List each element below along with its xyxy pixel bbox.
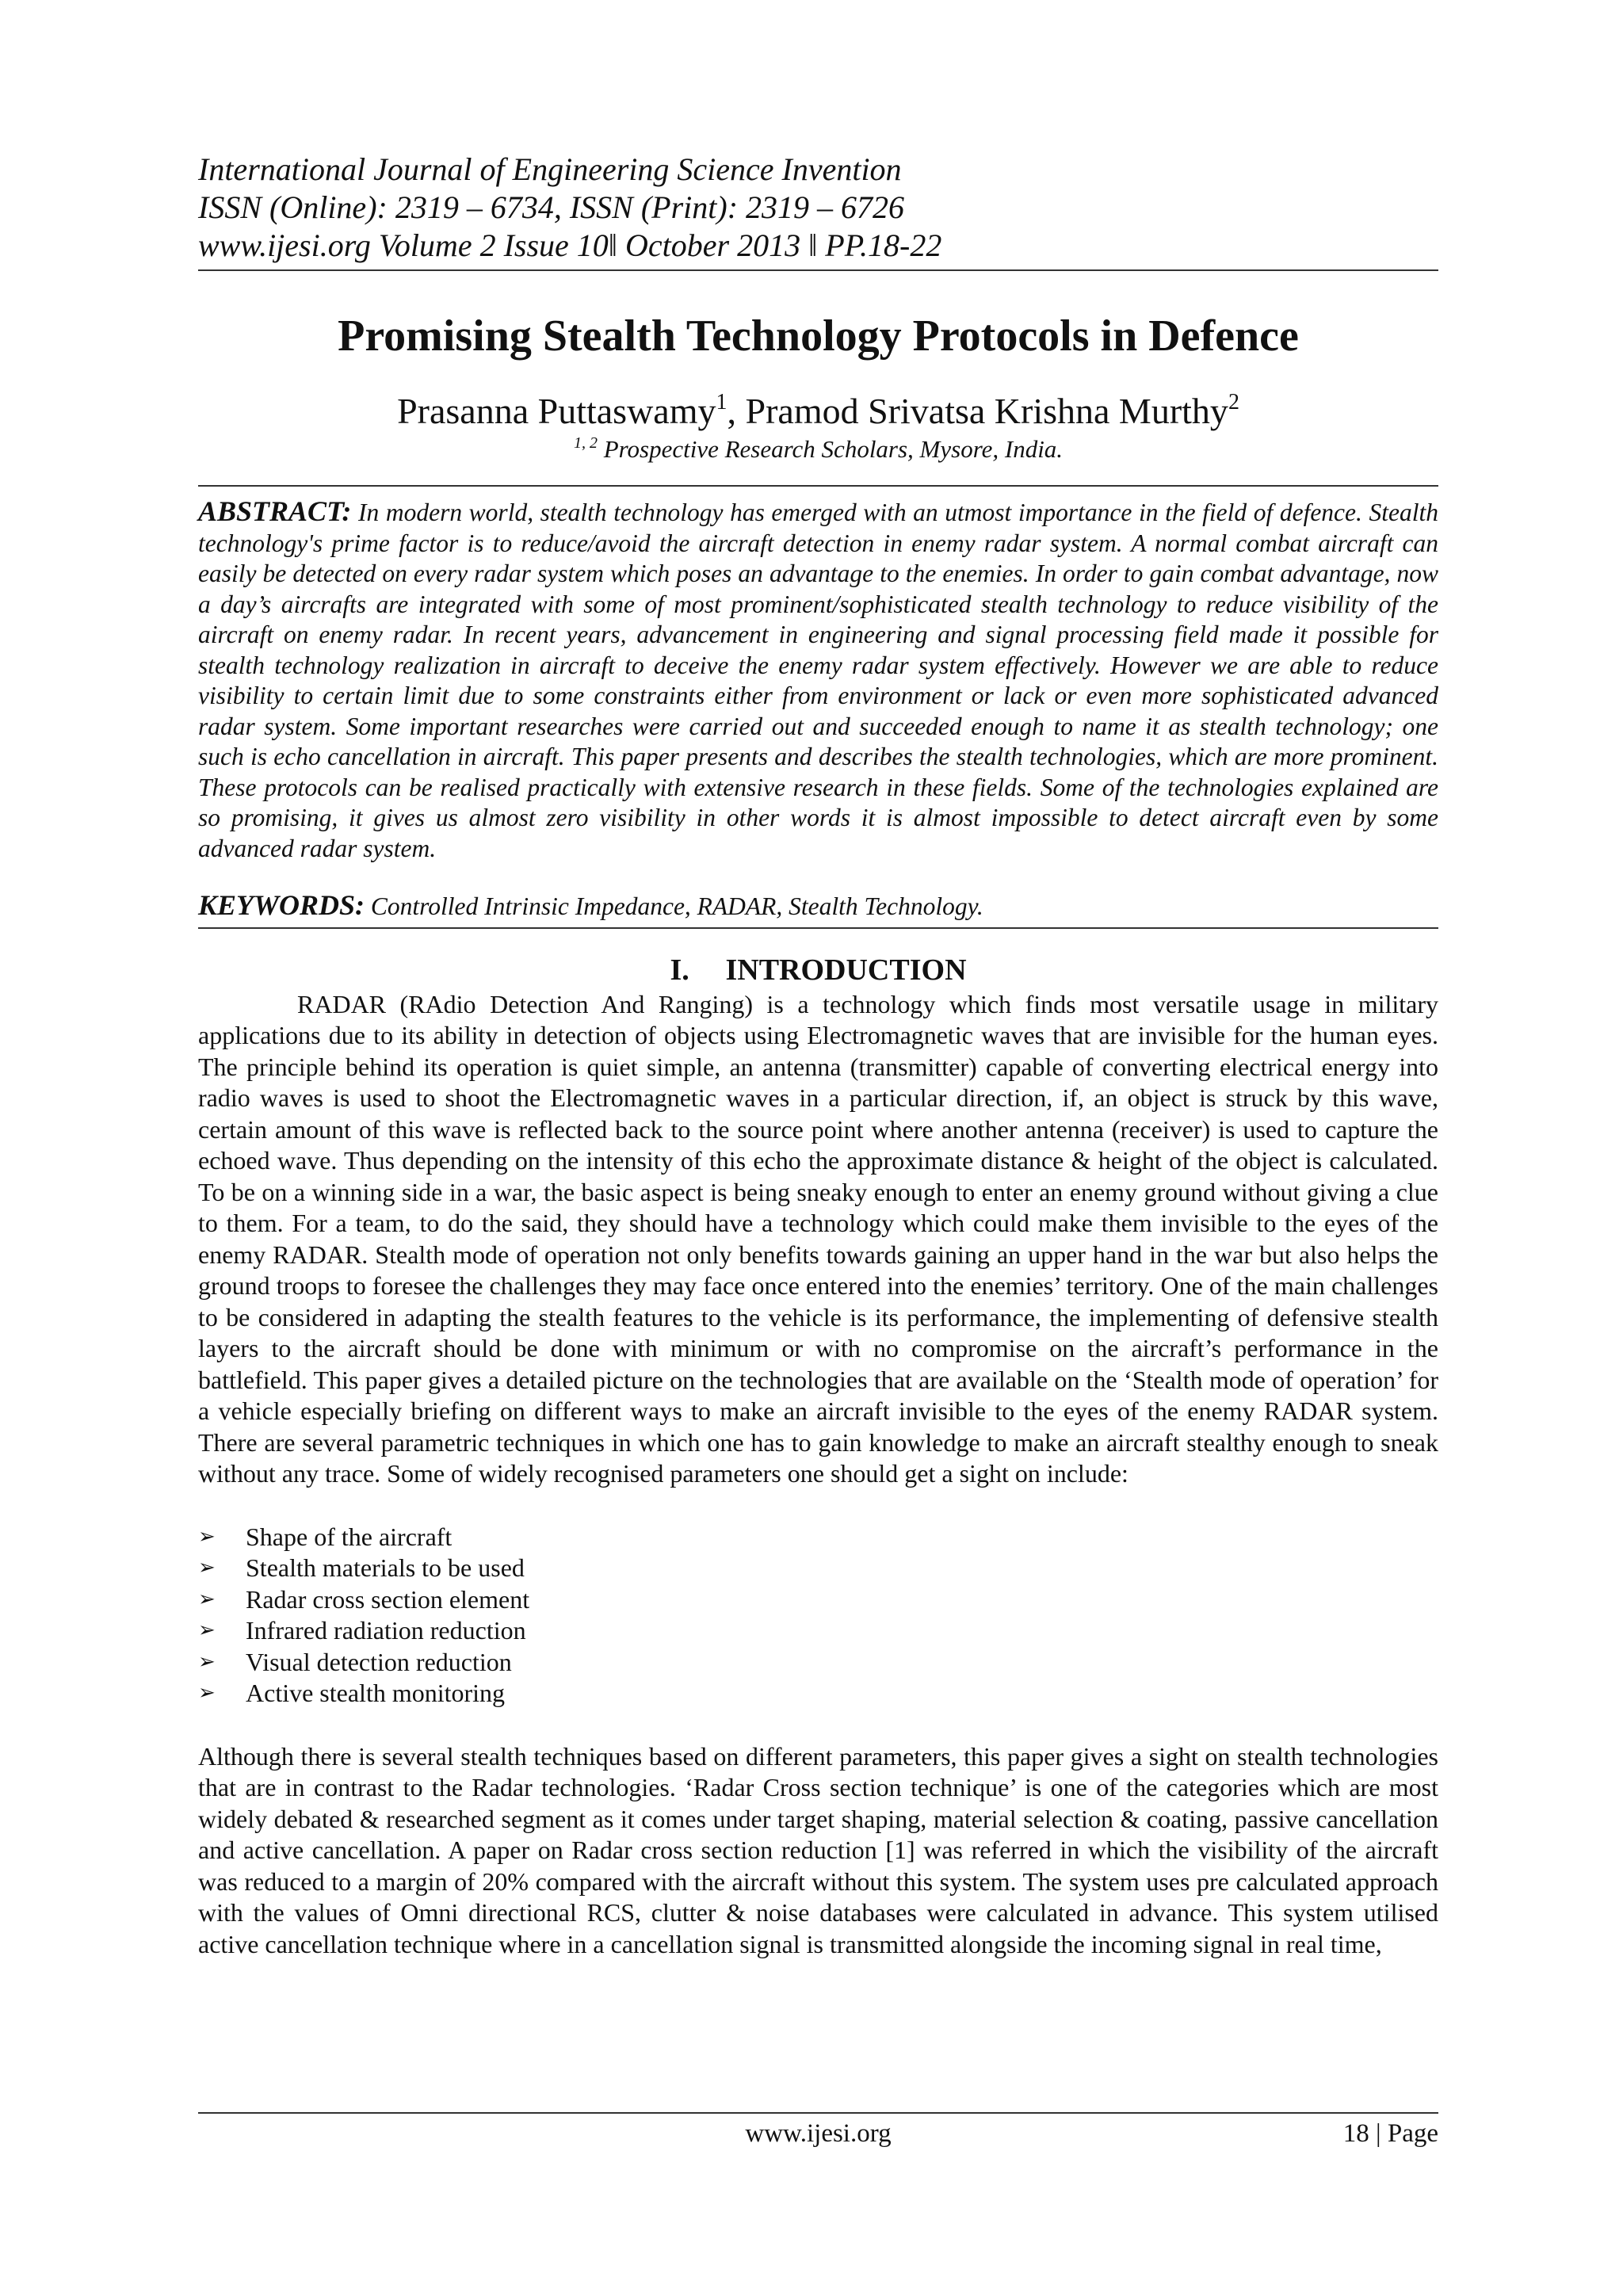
footer-rule [198,2112,1438,2114]
header-rule [198,269,1438,271]
keywords-label: KEYWORDS: [198,888,365,921]
author-superscript: 2 [1228,390,1239,415]
parameter-list [198,1522,1438,1710]
author-superscript: 1 [716,390,727,415]
footer-url: www.ijesi.org [745,2119,892,2148]
list-item: ➢ Active stealth monitoring [198,1678,1438,1710]
author-name: Prasanna Puttaswamy [397,391,716,431]
list-item: ➢ Infrared radiation reduction [198,1615,1438,1647]
affiliation-superscript: 1, 2 [573,434,598,452]
affiliation-text: Prospective Research Scholars, Mysore, India. [597,435,1064,463]
section-number: I. [670,953,689,987]
arrowhead-bullet-icon: ➢ [198,1681,216,1705]
journal-name: International Journal of Engineering Science Invention [198,151,902,187]
author-line [198,390,1438,433]
paper-title: Promising Stealth Technology Protocols in Defence [338,311,1299,361]
journal-header [198,151,1438,265]
arrowhead-bullet-icon: ➢ [198,1524,216,1549]
author-separator: , [727,391,746,431]
list-item: ➢ Visual detection reduction [198,1647,1438,1679]
keywords [198,889,1438,923]
intro-paragraph: RADAR (RAdio Detection And Ranging) is a technology which finds most versatile usage in military applications due to its ability in detection of objects using Electromagnetic waves that are invisible for the human eyes. The principle behind its operation is quiet simple, an antenna (transmitter) capable of converting electrical energy into radio waves is used to shoot the Electromagnetic waves in a particular direction, if, an object is struck by this wave, certain amount of this wave is reflected back to the source point where another antenna (receiver) is used to capture the echoed wave. Thus depending on the intensity of this echo the approximate distance & height of the object is calculated. To be on a winning side in a war, the basic aspect is being sneaky enough to enter an enemy ground without giving a clue to them. For a team, to do the said, they should have a technology which could make them invisible to the eyes of the enemy RADAR. Stealth mode of operation not only benefits towards gaining an upper hand in the war but also helps the ground troops to foresee the challenges they may face once entered into the enemies’ territory. One of the main challenges to be considered in adapting the stealth features to the vehicle is its performance, the implementing of defensive stealth layers to the aircraft should be done with minimum or with no compromise on the aircraft’s performance in the battlefield. This paper gives a detailed picture on the technologies that are available on the ‘Stealth mode of operation’ for a vehicle especially briefing on different ways to make an aircraft invisible to the eyes of the enemy RADAR system. There are several parametric techniques in which one has to gain knowledge to make an aircraft stealthy enough to sneak without any trace. Some of widely recognised parameters one should get a sight on include: [198,989,1438,1488]
arrowhead-bullet-icon: ➢ [198,1649,216,1674]
abstract-top-rule [198,485,1438,487]
list-item: ➢ Radar cross section element [198,1584,1438,1616]
list-item: ➢ Stealth materials to be used [198,1553,1438,1584]
arrowhead-bullet-icon: ➢ [198,1556,216,1580]
journal-volume: www.ijesi.org Volume 2 Issue 10ǁ October 2013 ǁ PP.18-22 [198,227,942,263]
keywords-bottom-rule [198,927,1438,929]
page-number: 18 | Page [1342,2119,1438,2148]
abstract-text: In modern world, stealth technology has emerged with an utmost importance in the field of defence. Stealth technology's prime factor is to reduce/avoid the aircraft detection in enemy radar system. A normal combat aircraft can easily be detected on every radar system which poses an advantage to the enemies. In order to gain combat advantage, now a day’s aircrafts are integrated with some of most prominent/sophisticated stealth technology to reduce visibility of the aircraft on enemy radar. In recent years, advancement in engineering and signal processing field made it possible for stealth technology realization in aircraft to deceive the enemy radar system effectively. However we are able to reduce visibility to certain limit due to some constraints either from environment or lack or even more sophisticated advanced radar system. Some important researches were carried out and succeeded enough to name it as stealth technology; one such is echo cancellation in aircraft. This paper presents and describes the stealth technologies, which are more prominent. These protocols can be realised practically with extensive research in these fields. Some of the technologies explained are so promising, it gives us almost zero visibility in other words it is almost impossible to detect aircraft even by some advanced radar system. [198,499,1438,862]
arrowhead-bullet-icon: ➢ [198,1618,216,1642]
abstract-label: ABSTRACT: [198,495,352,527]
section-title: INTRODUCTION [725,953,967,987]
section-heading [198,953,1438,988]
keywords-text: Controlled Intrinsic Impedance, RADAR, Stealth Technology. [365,892,983,920]
list-item: ➢ Shape of the aircraft [198,1522,1438,1553]
author-name: Pramod Srivatsa Krishna Murthy [745,391,1228,431]
body-paragraph: Although there is several stealth techniques based on different parameters, this paper gives a sight on stealth technologies that are in contrast to the Radar technologies. ‘Radar Cross section technique’ is one of the categories which are most widely debated & researched segment as it comes under target shaping, material selection & coating, passive cancellation and active cancellation. A paper on Radar cross section reduction [1] was referred in which the visibility of the aircraft was reduced to a margin of 20% compared with the aircraft without this system. The system uses pre calculated approach with the values of Omni directional RCS, clutter & noise databases were calculated in advance. This system utilised active cancellation technique where in a cancellation signal is transmitted alongside the incoming signal in real time, [198,1741,1438,1958]
affiliation-line [198,434,1438,464]
abstract [198,496,1438,864]
arrowhead-bullet-icon: ➢ [198,1587,216,1611]
paper-page [198,151,1438,1960]
journal-issn: ISSN (Online): 2319 – 6734, ISSN (Print): 2319 – 6726 [198,189,905,225]
